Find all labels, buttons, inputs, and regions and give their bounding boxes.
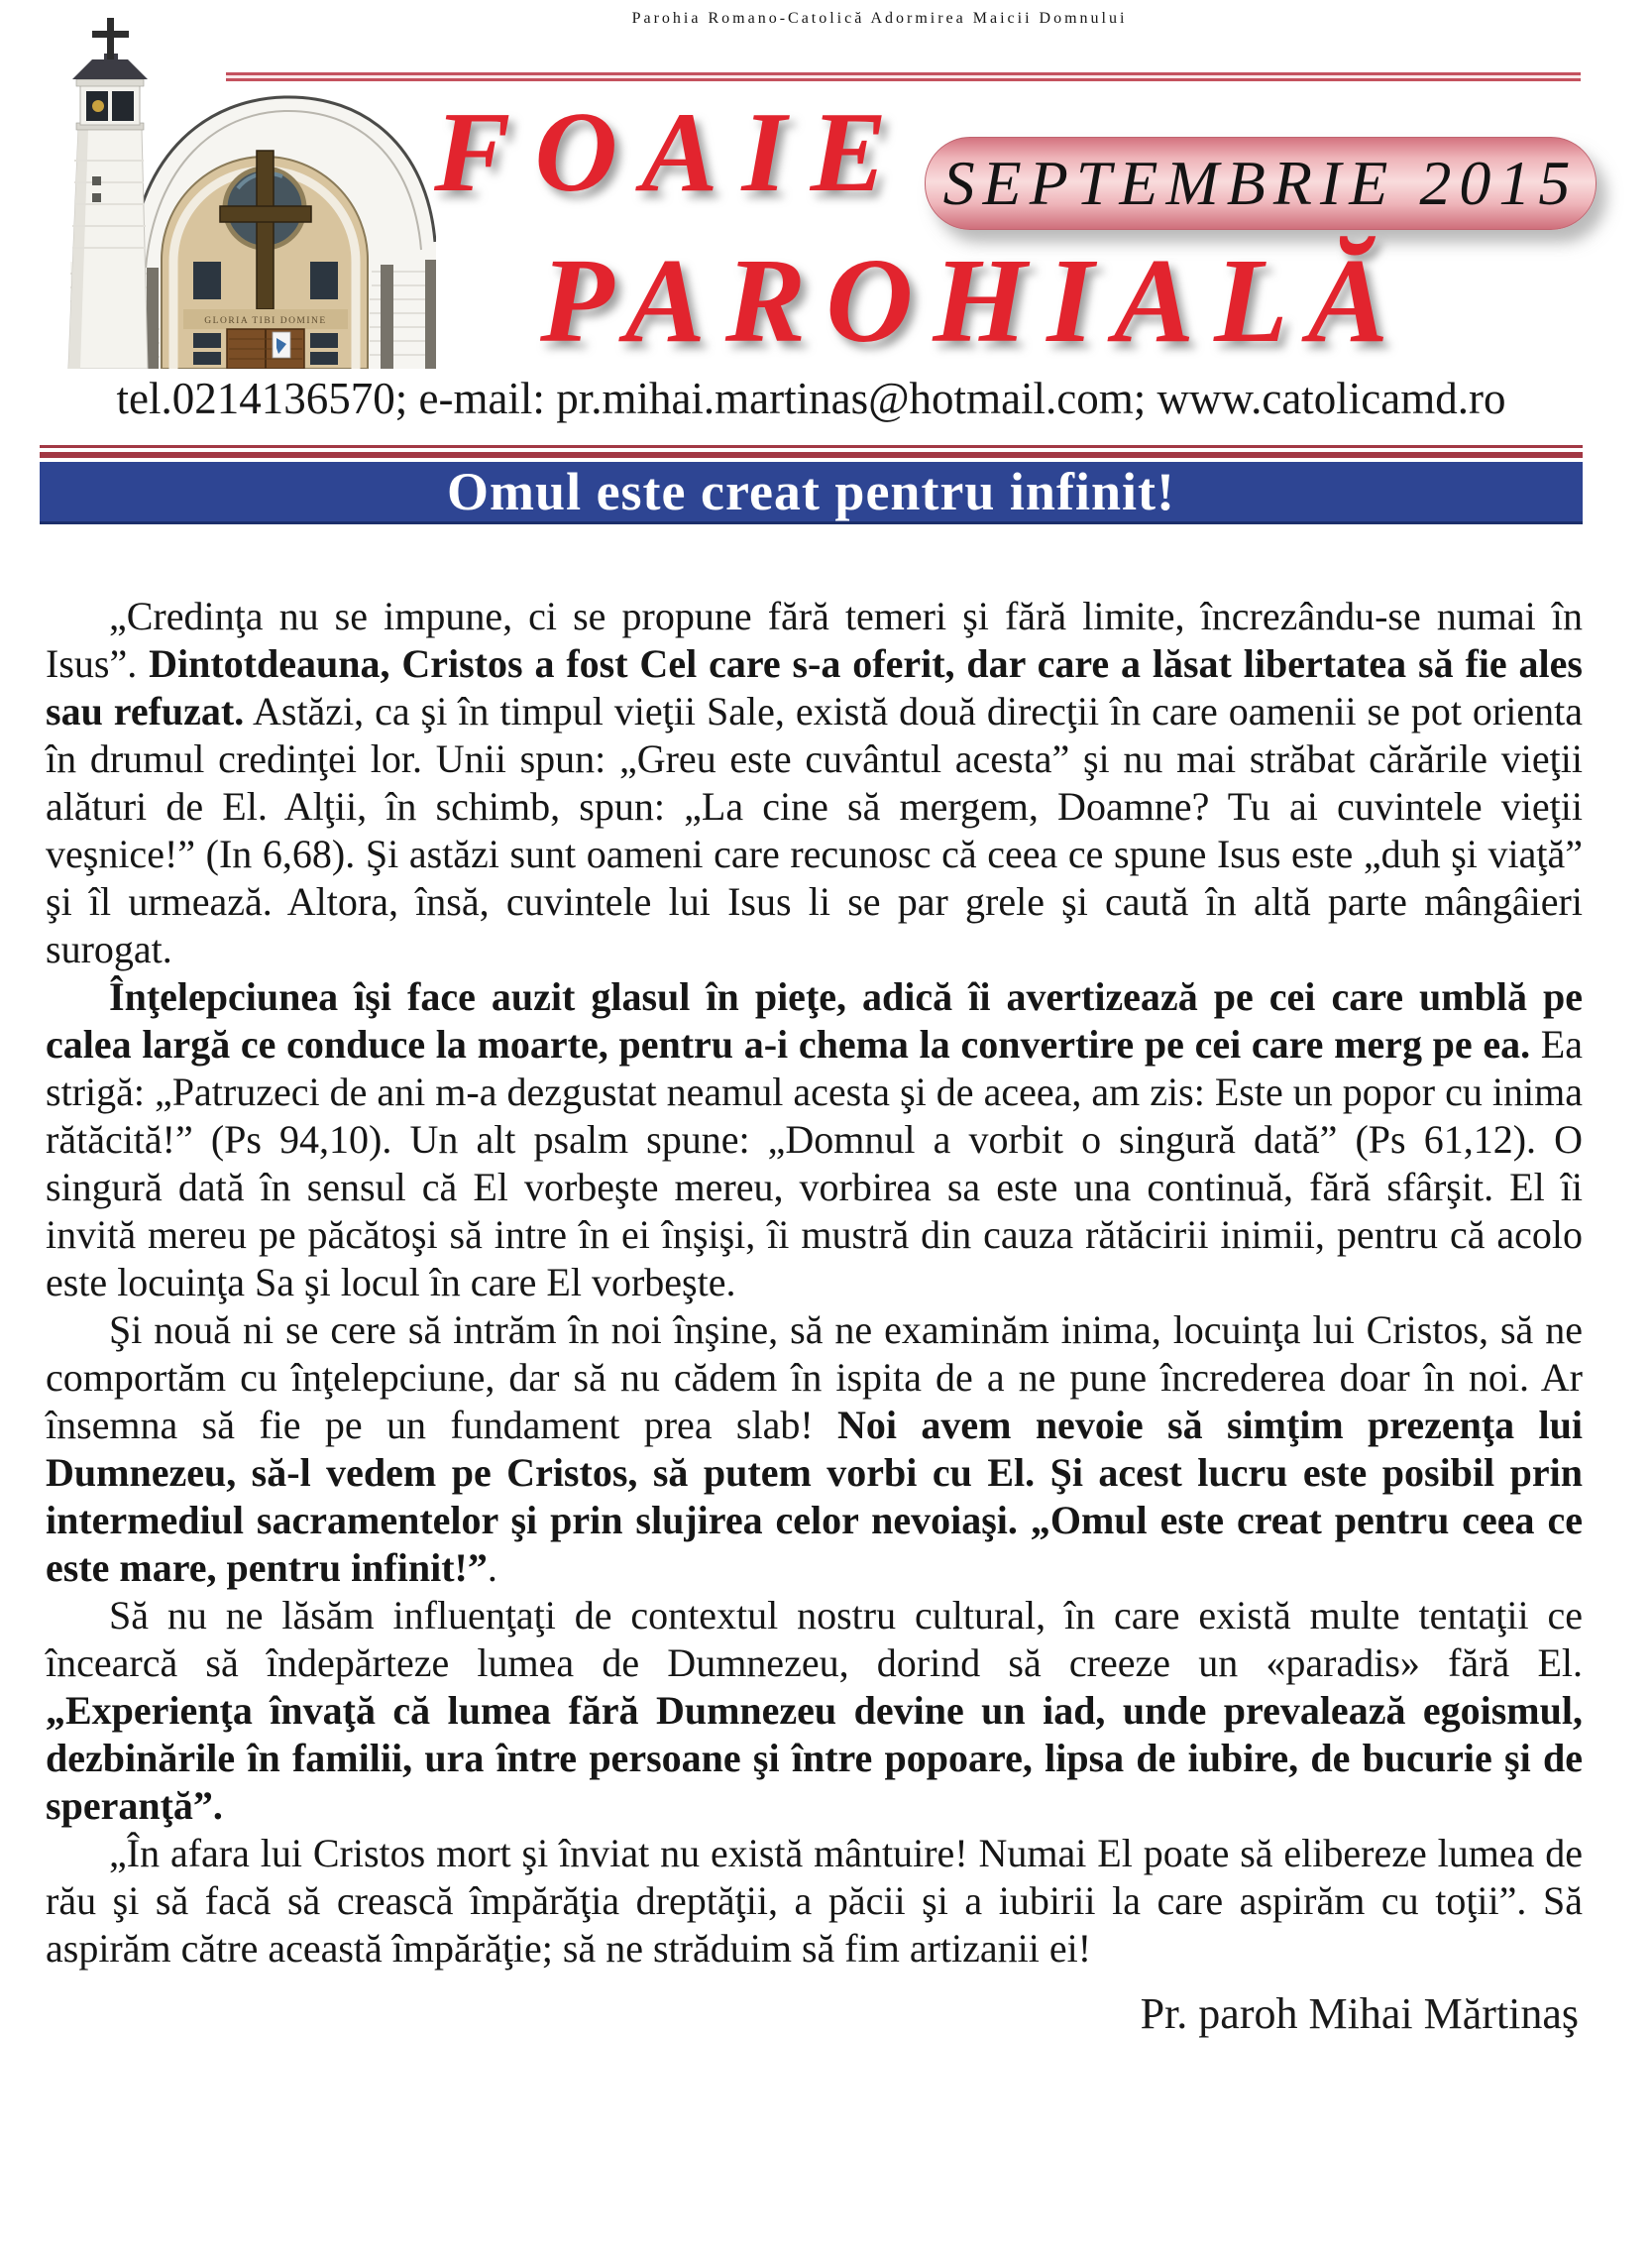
article-body (46, 593, 1583, 2039)
paragraph (46, 973, 1583, 1306)
text-run: Înţelepciunea îşi face auzit glasul în pieţe, adică îi avertizează pe cei care umblă pe calea largă ce conduce la moarte, pentru a-i chema la convertire pe cei care merg pe ea. (46, 974, 1583, 1067)
text-run: Ea strigă: „Patruzeci de ani m-a dezgustat neamul acesta şi de aceea, am zis: Este un popor cu inima rătăcită!” (Ps 94,10). Un alt psalm spune: „Domnul a vorbit o singură dată” (Ps 61,12). O singură dată în sensul că El vorbeşte mereu, vorbirea sa este una continuă, fără sfârşit. El îi invită mereu pe păcătoşi să intre în ei înşişi, îi mustră din cauza rătăcirii inimii, pentru că acolo este locuinţa Sa şi locul în care El vorbeşte. (46, 1022, 1583, 1304)
text-run: „Experienţa învaţă că lumea fără Dumnezeu devine un iad, unde prevalează egoismul, dezbinările în familii, ura între persoane şi între popoare, lipsa de iubire, de bucurie şi de speranţă”. (46, 1688, 1583, 1828)
issue-badge (925, 137, 1597, 230)
text-run: „Credinţa nu se impune, ci se propune fără temeri şi fără limite, încrezându-se numai în Isus”. (46, 594, 1583, 686)
issue-badge-label: SEPTEMBRIE 2015 (942, 148, 1579, 218)
text-run: Dintotdeauna, Cristos a fost Cel care s-a oferit, dar care a lăsat libertatea să fie ales sau refuzat. (46, 641, 1583, 733)
church-door (227, 329, 304, 369)
headline-text: Omul este creat pentru infinit! (447, 462, 1175, 521)
masthead-title-foaie: FOAIE (434, 89, 912, 216)
divider-rule (40, 445, 1583, 458)
header-rule (226, 72, 1581, 81)
paragraph (46, 593, 1583, 973)
text-run: Şi nouă ni se cere să intrăm în noi înşine, să ne examinăm inima, locuinţa lui Cristos, să ne comportăm cu înţelepciune, dar să nu cădem în ispita de a ne pune încrederea doar în noi. Ar însemna să fie pe un fundament prea slab! (46, 1307, 1583, 1447)
text-run: „În afara lui Cristos mort şi înviat nu există mântuire! Numai El poate să elibereze lumea de rău şi să facă să crească împărăţia dreptăţii, a păcii şi a iubirii la care aspirăm cu toţii”. Să aspirăm către această împărăţie; să ne străduim să fim artizanii ei! (46, 1831, 1583, 1971)
contact-line: tel.0214136570; e-mail: pr.mihai.martinas@hotmail.com; www.catolicamd.ro (116, 374, 1506, 423)
paragraph (46, 1306, 1583, 1592)
text-run: Astăzi, ca şi în timpul vieţii Sale, există două direcţii în care oamenii se pot orienta în drumul credinţei lor. Unii spun: „Greu este cuvântul acesta” şi nu mai străbat cărările vieţii alături de El. Alţii, în schimb, spun: „La cine să mergem, Doamne? Tu ai cuvintele vieţii veşnice!” (In 6,68). Şi astăzi sunt oameni care recunosc că ceea ce spune Isus este „duh şi viaţă” şi îl urmează. Altora, însă, cuvintele lui Isus li se par grele şi caută în altă parte mângâieri surogat. (46, 689, 1583, 971)
headline-banner (40, 462, 1583, 524)
church-inscription: GLORIA TIBI DOMINE (204, 316, 327, 326)
tower-cross (92, 18, 129, 59)
church-illustration (35, 12, 436, 369)
signature: Pr. paroh Mihai Mărtinaş (1140, 1989, 1579, 2038)
church-photo (35, 12, 436, 369)
text-run: Noi avem nevoie să simţim prezenţa lui Dumnezeu, să-l vedem pe Cristos, să putem vorbi cu El. Şi acest lucru este posibil prin intermediul sacramentelor şi prin slujirea celor nevoiaşi. „Omul este creat pentru ceea ce este mare, pentru infinit!” (46, 1403, 1583, 1590)
paragraph (46, 1830, 1583, 1973)
text-run: . (487, 1545, 497, 1590)
paragraph (46, 1592, 1583, 1830)
parish-name: Parohia Romano-Catolică Adormirea Maicii Domnului (631, 10, 1128, 27)
bell-tower (68, 18, 148, 369)
text-run: Să nu ne lăsăm influenţaţi de contextul nostru cultural, în care există multe tentaţii ce încearcă să îndepărteze lumea de Dumnezeu, dorind să creeze un «paradis» fără El. (46, 1593, 1583, 1685)
masthead-title-parohiala: PAROHIALĂ (540, 234, 1408, 368)
